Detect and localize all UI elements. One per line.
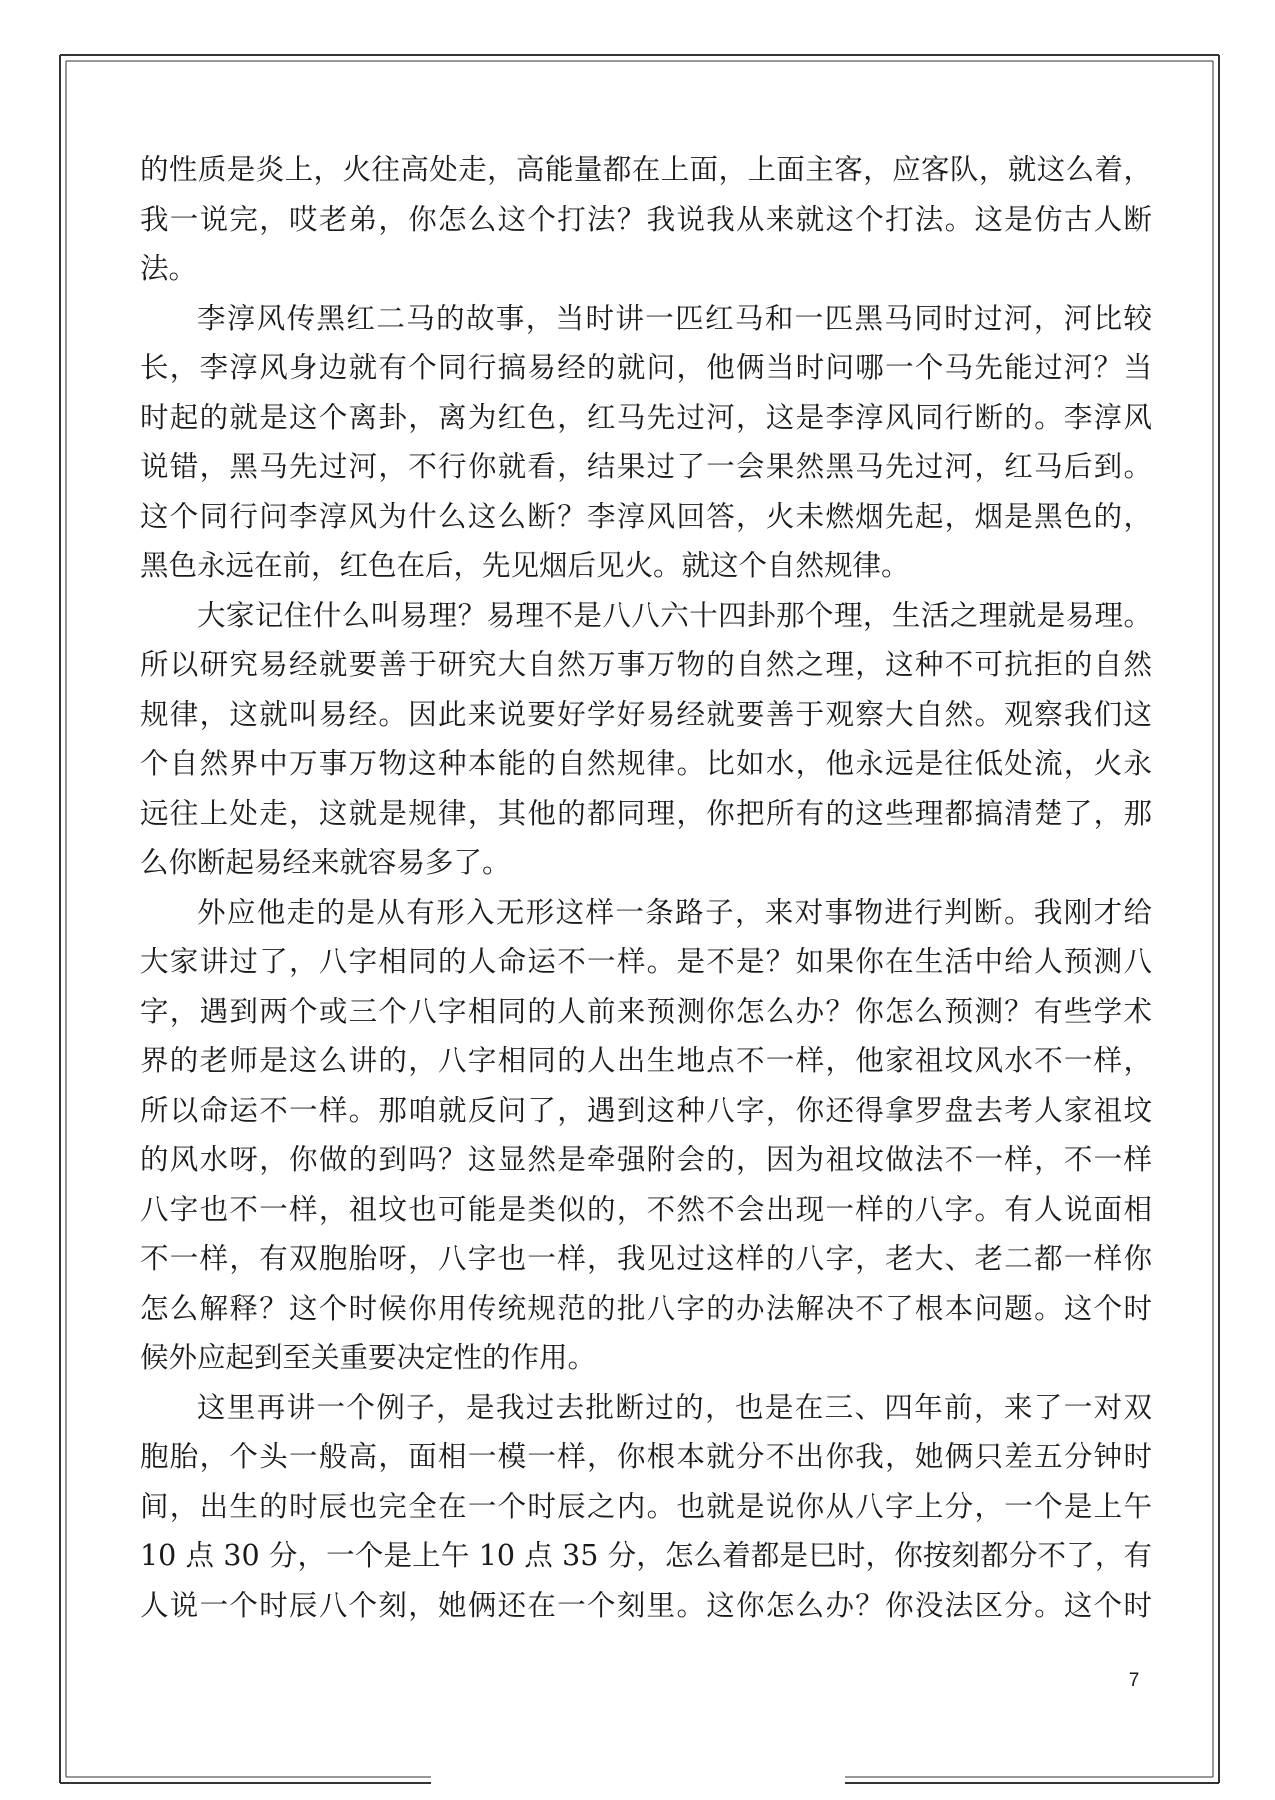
text-line: 李淳风传黑红二马的故事，当时讲一匹红马和一匹黑马同时过河，河比较 bbox=[197, 301, 1152, 335]
paragraph bbox=[140, 591, 1152, 888]
text-line: 的性质是炎上，火往高处走，高能量都在上面，上面主客，应客队，就这么着， bbox=[140, 153, 1152, 186]
text-line: 八字也不一样，祖坟也可能是类似的，不然不会出现一样的八字。有人说面相 bbox=[140, 1192, 1152, 1226]
paragraph bbox=[140, 294, 1152, 591]
text-line: 字，遇到两个或三个八字相同的人前来预测你怎么办？你怎么预测？有些学术 bbox=[140, 994, 1152, 1028]
paragraph bbox=[140, 145, 1152, 294]
text-line: 10 点 30 分，一个是上午 10 点 35 分，怎么着都是巳时，你按刻都分不了，有 bbox=[140, 1539, 1152, 1572]
paragraph bbox=[140, 888, 1152, 1383]
body-text bbox=[140, 145, 1152, 1630]
text-line: 人说一个时辰八个刻，她俩还在一个刻里。这你怎么办？你没法区分。这个时 bbox=[140, 1588, 1152, 1622]
text-line: 说错，黑马先过河，不行你就看，结果过了一会果然黑马先过河，红马后到。 bbox=[140, 450, 1152, 483]
text-line: 所以命运不一样。那咱就反问了，遇到这种八字，你还得拿罗盘去考人家祖坟 bbox=[140, 1093, 1152, 1127]
page-number: 7 bbox=[1128, 1670, 1140, 1691]
text-line: 外应他走的是从有形入无形这样一条路子，来对事物进行判断。我刚才给 bbox=[197, 895, 1152, 929]
text-line: 界的老师是这么讲的，八字相同的人出生地点不一样，他家祖坟风水不一样， bbox=[140, 1044, 1152, 1077]
text-line: 时起的就是这个离卦，离为红色，红马先过河，这是李淳风同行断的。李淳风 bbox=[140, 400, 1152, 434]
paragraph bbox=[140, 1383, 1152, 1631]
text-line: 不一样，有双胞胎呀，八字也一样，我见过这样的八字，老大、老二都一样你 bbox=[140, 1242, 1152, 1275]
text-line: 所以研究易经就要善于研究大自然万事万物的自然之理，这种不可抗拒的自然 bbox=[140, 648, 1152, 681]
text-line: 我一说完，哎老弟，你怎么这个打法？我说我从来就这个打法。这是仿古人断 bbox=[140, 202, 1152, 236]
text-line: 这个同行问李淳风为什么这么断？李淳风回答，火未燃烟先起，烟是黑色的， bbox=[140, 499, 1152, 533]
text-line: 规律，这就叫易经。因此来说要好学好易经就要善于观察大自然。观察我们这 bbox=[140, 697, 1152, 731]
text-line: 大家记住什么叫易理？易理不是八八六十四卦那个理，生活之理就是易理。 bbox=[197, 598, 1152, 632]
text-line: 胞胎，个头一般高，面相一模一样，你根本就分不出你我，她俩只差五分钟时 bbox=[140, 1440, 1152, 1473]
text-line: 个自然界中万事万物这种本能的自然规律。比如水，他永远是往低处流，火永 bbox=[140, 747, 1152, 780]
text-line: 这里再讲一个例子，是我过去批断过的，也是在三、四年前，来了一对双 bbox=[197, 1390, 1152, 1424]
text-line: 大家讲过了，八字相同的人命运不一样。是不是？如果你在生活中给人预测八 bbox=[140, 945, 1152, 978]
text-line: 候外应起到至关重要决定性的作用。 bbox=[140, 1341, 597, 1374]
text-line: 么你断起易经来就容易多了。 bbox=[140, 846, 511, 879]
text-line: 怎么解释？这个时候你用传统规范的批八字的办法解决不了根本问题。这个时 bbox=[140, 1291, 1152, 1325]
text-line: 黑色永远在前，红色在后，先见烟后见火。就这个自然规律。 bbox=[140, 549, 910, 582]
text-line: 间，出生的时辰也完全在一个时辰之内。也就是说你从八字上分，一个是上午 bbox=[140, 1489, 1152, 1523]
text-line: 的风水呀，你做的到吗？这显然是牵强附会的，因为祖坟做法不一样，不一样 bbox=[140, 1143, 1152, 1176]
text-line: 长，李淳风身边就有个同行搞易经的就问，他俩当时问哪一个马先能过河？当 bbox=[140, 351, 1152, 384]
text-line: 法。 bbox=[140, 252, 198, 285]
text-line: 远往上处走，这就是规律，其他的都同理，你把所有的这些理都搞清楚了，那 bbox=[140, 796, 1152, 830]
